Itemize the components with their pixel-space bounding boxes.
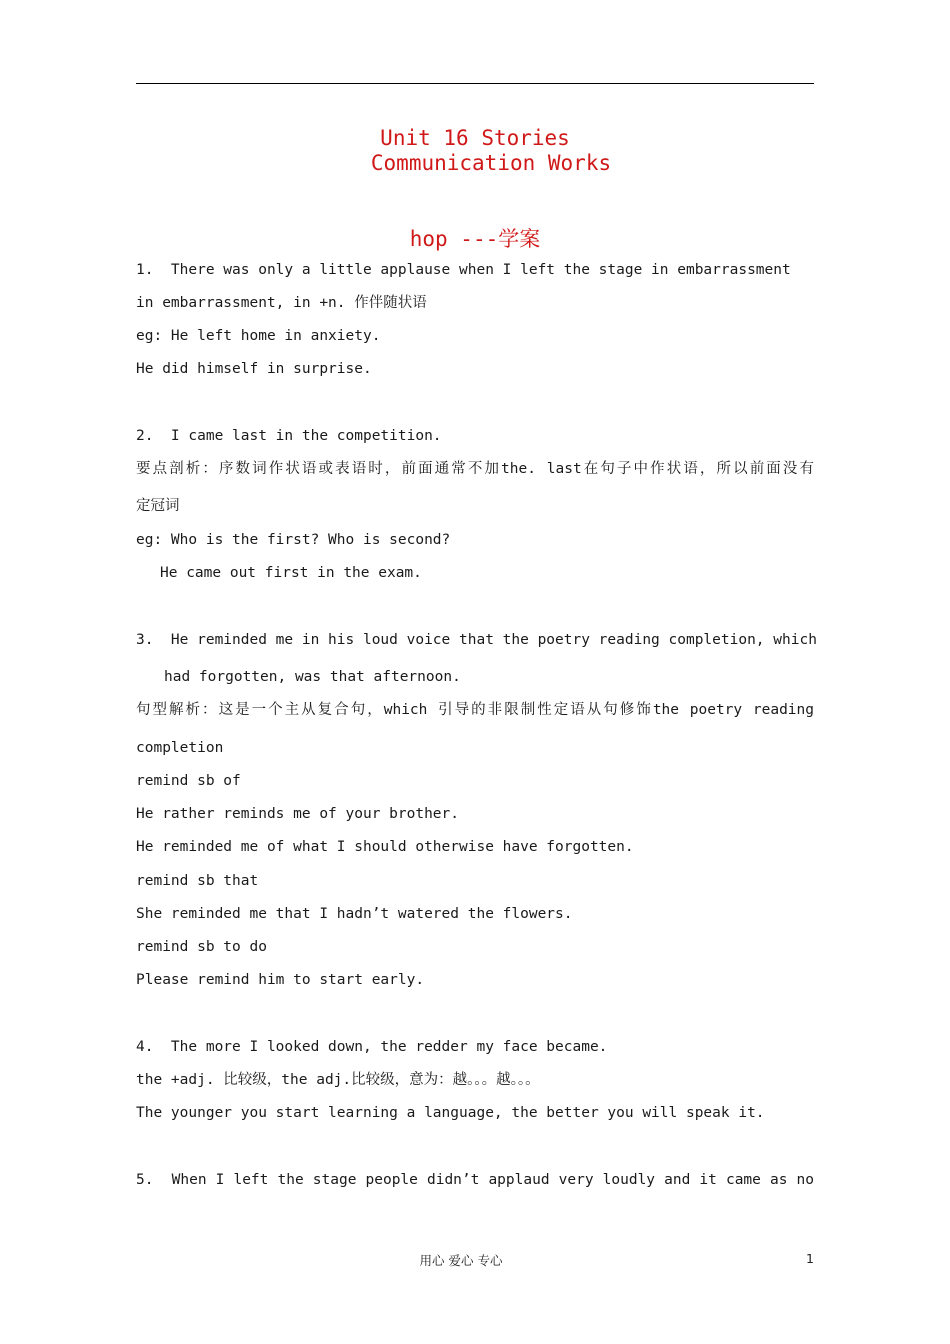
item-4-heading: 4. The more I looked down, the redder my face became. <box>136 1039 608 1055</box>
item-3-example: She reminded me that I hadn’t watered the flowers. <box>136 906 573 922</box>
item-3-analysis: 句型解析：这是一个主从复合句，which 引导的非限制性定语从句修饰the poetry reading <box>136 702 814 718</box>
item-4-note: the +adj. 比较级，the adj.比较级，意为：越。。。越。。。 <box>136 1072 540 1088</box>
item-1-heading: 1. There was only a little applause when I left the stage in embarrassment <box>136 262 791 278</box>
item-3-pattern: remind sb of <box>136 773 241 789</box>
item-2-analysis: 要点剖析：序数词作状语或表语时，前面通常不加the. last在句子中作状语，所以前面没有 <box>136 461 814 477</box>
item-3-example: He reminded me of what I should otherwise have forgotten. <box>136 839 634 855</box>
item-1-example: eg: He left home in anxiety. <box>136 328 381 344</box>
header-rule <box>136 83 814 84</box>
item-3-heading: 3. He reminded me in his loud voice that the poetry reading completion, which <box>136 632 817 648</box>
item-1-note: in embarrassment, in +n. 作伴随状语 <box>136 295 427 311</box>
item-3-example: He rather reminds me of your brother. <box>136 806 460 822</box>
item-5-heading: 5. When I left the stage people didn’t applaud very loudly and it came as no <box>136 1172 814 1188</box>
item-2-heading: 2. I came last in the competition. <box>136 428 442 444</box>
item-3-example: Please remind him to start early. <box>136 972 425 988</box>
item-2-example: eg: Who is the first? Who is second? <box>136 532 451 548</box>
item-4-example: The younger you start learning a language, the better you will speak it. <box>136 1105 765 1121</box>
page-number: 1 <box>806 1251 814 1266</box>
item-3-analysis: completion <box>136 740 224 756</box>
item-1-example: He did himself in surprise. <box>136 361 372 377</box>
section-title: hop ---学案 <box>409 227 541 251</box>
item-3-pattern: remind sb to do <box>136 939 267 955</box>
footer-motto: 用心 爱心 专心 <box>419 1253 503 1268</box>
item-3-pattern: remind sb that <box>136 873 259 889</box>
document-title: Unit 16 Stories <box>380 126 570 150</box>
document-subtitle: Communication Works <box>370 151 612 175</box>
item-2-example: He came out first in the exam. <box>160 565 422 581</box>
item-3-heading: had forgotten, was that afternoon. <box>164 669 461 685</box>
item-2-analysis: 定冠词 <box>136 498 180 514</box>
